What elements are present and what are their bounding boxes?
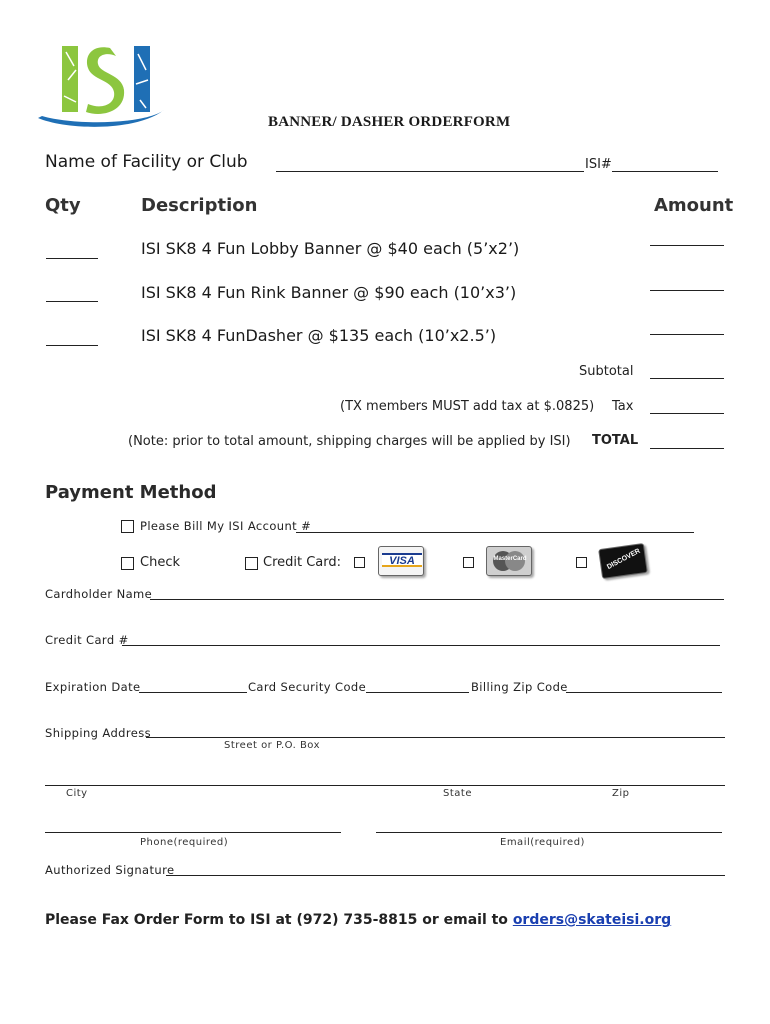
zip-hint: Zip [612, 788, 630, 799]
phone-input[interactable] [45, 819, 341, 833]
bill-account-label: Please Bill My ISI Account # [140, 519, 312, 533]
footer-instructions [45, 912, 671, 928]
qty-header: Qty [45, 195, 81, 216]
tax-input[interactable] [650, 400, 724, 414]
payment-heading: Payment Method [45, 482, 217, 503]
form-title: BANNER/ DASHER ORDERFORM [268, 114, 511, 130]
tax-label: Tax [612, 399, 634, 414]
facility-input[interactable] [276, 150, 584, 172]
mastercard-icon: MasterCard [486, 546, 532, 576]
city-state-zip-input[interactable] [45, 772, 725, 786]
footer-text: Please Fax Order Form to ISI at (972) 735-8815 or email to [45, 912, 508, 928]
qty-input-dasher[interactable] [46, 332, 98, 346]
credit-card-checkbox[interactable] [245, 557, 258, 570]
shipping-label: Shipping Address [45, 726, 152, 740]
expiration-input[interactable] [139, 679, 247, 693]
email-hint: Email(required) [500, 837, 585, 848]
discover-card-icon: DISCOVER [598, 543, 648, 579]
total-input[interactable] [650, 435, 724, 449]
signature-label: Authorized Signature [45, 863, 175, 877]
amount-input-rink[interactable] [650, 277, 724, 291]
mastercard-checkbox[interactable] [463, 557, 474, 568]
city-hint: City [66, 788, 88, 799]
item-rink-banner: ISI SK8 4 Fun Rink Banner @ $90 each (10’x3’) [141, 283, 517, 302]
bill-account-input[interactable] [296, 519, 694, 533]
subtotal-input[interactable] [650, 365, 724, 379]
cardholder-label: Cardholder Name [45, 587, 153, 601]
credit-card-label: Credit Card: [263, 555, 342, 570]
street-hint: Street or P.O. Box [224, 740, 321, 751]
item-lobby-banner: ISI SK8 4 Fun Lobby Banner @ $40 each (5’x2’) [141, 239, 520, 258]
cardholder-input[interactable] [150, 586, 724, 600]
amount-input-lobby[interactable] [650, 232, 724, 246]
check-label: Check [140, 555, 180, 570]
amount-input-dasher[interactable] [650, 321, 724, 335]
expiration-label: Expiration Date [45, 680, 141, 694]
qty-input-rink[interactable] [46, 288, 98, 302]
visa-checkbox[interactable] [354, 557, 365, 568]
email-input[interactable] [376, 819, 722, 833]
description-header: Description [141, 195, 258, 216]
security-code-label: Card Security Code [248, 680, 367, 694]
security-code-input[interactable] [366, 679, 469, 693]
qty-input-lobby[interactable] [46, 245, 98, 259]
billing-zip-input[interactable] [566, 679, 722, 693]
subtotal-label: Subtotal [579, 364, 634, 379]
total-label: TOTAL [592, 433, 639, 448]
discover-checkbox[interactable] [576, 557, 587, 568]
tax-note: (TX members MUST add tax at $.0825) [340, 399, 595, 414]
email-link[interactable]: orders@skateisi.org [512, 912, 672, 928]
amount-header: Amount [654, 195, 734, 216]
phone-hint: Phone(required) [140, 837, 229, 848]
visa-card-icon: VISA [378, 546, 424, 576]
billing-zip-label: Billing Zip Code [471, 680, 568, 694]
isi-number-input[interactable] [612, 150, 718, 172]
signature-input[interactable] [166, 862, 725, 876]
state-hint: State [443, 788, 472, 799]
item-dasher: ISI SK8 4 FunDasher @ $135 each (10’x2.5’) [141, 326, 497, 345]
card-number-label: Credit Card # [45, 633, 129, 647]
card-number-input[interactable] [122, 632, 720, 646]
facility-label: Name of Facility or Club [45, 152, 248, 172]
isi-logo [36, 40, 166, 130]
total-note: (Note: prior to total amount, shipping charges will be applied by ISI) [128, 434, 571, 449]
street-input[interactable] [146, 724, 725, 738]
check-checkbox[interactable] [121, 557, 134, 570]
bill-account-checkbox[interactable] [121, 520, 134, 533]
isi-number-label: ISI# [585, 157, 612, 172]
